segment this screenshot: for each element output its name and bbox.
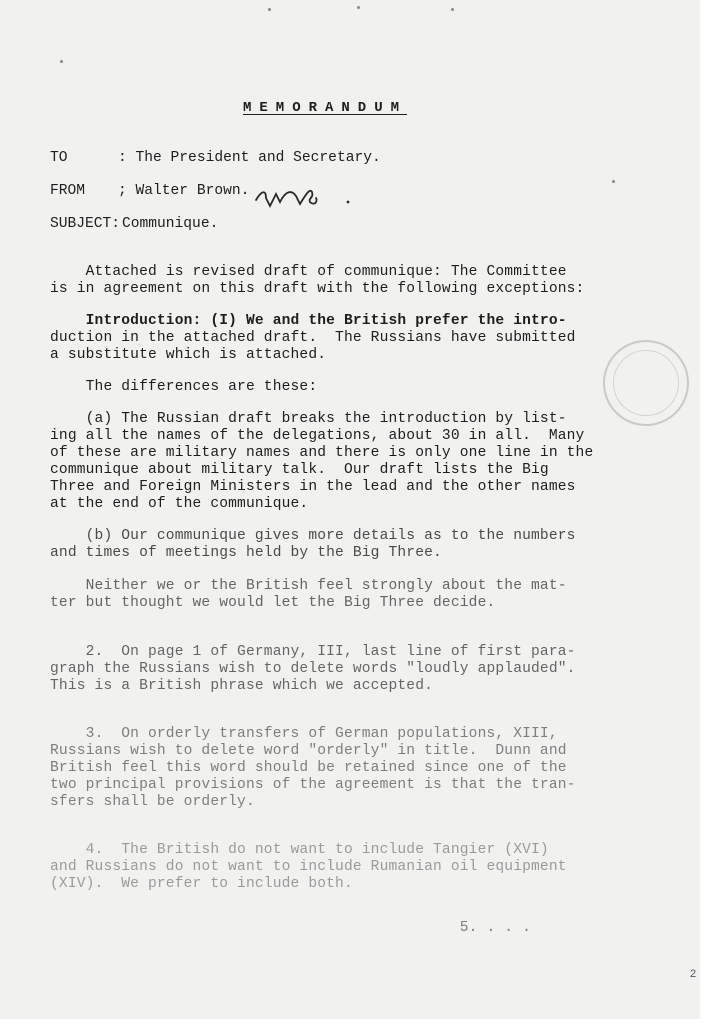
body-line: Introduction: (I) We and the British prefer the intro-: [50, 313, 567, 329]
paper-speck: [357, 6, 360, 9]
body-line: 3. On orderly transfers of German populations, XIII,: [50, 726, 558, 742]
body-line: Neither we or the British feel strongly about the mat-: [50, 578, 567, 594]
body-line: (a) The Russian draft breaks the introduction by list-: [50, 411, 567, 427]
body-line: (XIV). We prefer to include both.: [50, 876, 353, 892]
page-margin: [700, 0, 720, 1019]
page-number: 2: [690, 968, 697, 980]
body-line: of these are military names and there is only one line in the: [50, 445, 594, 461]
continuation-marker: 5. . . .: [50, 920, 532, 936]
body-line: a substitute which is attached.: [50, 347, 327, 363]
body-line: Three and Foreign Ministers in the lead and the other names: [50, 479, 576, 495]
archive-stamp-ring: [613, 350, 679, 416]
archive-stamp: [603, 340, 689, 426]
body-line: communique about military talk. Our draft lists the Big: [50, 462, 549, 478]
memo-title: MEMORANDUM: [243, 100, 408, 116]
from-value: ; Walter Brown.: [118, 183, 250, 199]
body-line: The differences are these:: [50, 379, 318, 395]
body-line: ter but thought we would let the Big Three decide.: [50, 595, 496, 611]
paper-speck: [60, 60, 63, 63]
body-line: British feel this word should be retained since one of the: [50, 760, 567, 776]
paper-speck: [612, 180, 615, 183]
to-label: TO: [50, 150, 68, 166]
body-line: ing all the names of the delegations, about 30 in all. Many: [50, 428, 585, 444]
body-line: 2. On page 1 of Germany, III, last line of first para-: [50, 644, 576, 660]
to-value: : The President and Secretary.: [118, 150, 381, 166]
body-line: is in agreement on this draft with the following exceptions:: [50, 281, 585, 297]
subject-label: SUBJECT:: [50, 216, 121, 232]
body-line: and Russians do not want to include Rumanian oil equipment: [50, 859, 567, 875]
body-line: This is a British phrase which we accepted.: [50, 678, 434, 694]
body-line: (b) Our communique gives more details as to the numbers: [50, 528, 576, 544]
handwritten-initials: [252, 184, 352, 210]
body-line: Russians wish to delete word "orderly" in title. Dunn and: [50, 743, 567, 759]
body-line: two principal provisions of the agreement is that the tran-: [50, 777, 576, 793]
body-line: at the end of the communique.: [50, 496, 309, 512]
from-label: FROM: [50, 183, 86, 199]
body-line: Attached is revised draft of communique: The Committee: [50, 264, 567, 280]
paper-speck: [451, 8, 454, 11]
subject-value: Communique.: [122, 216, 219, 232]
body-line: duction in the attached draft. The Russians have submitted: [50, 330, 576, 346]
body-line: sfers shall be orderly.: [50, 794, 255, 810]
body-line: graph the Russians wish to delete words "loudly applauded".: [50, 661, 576, 677]
paper-speck: [268, 8, 271, 11]
body-line: and times of meetings held by the Big Three.: [50, 545, 442, 561]
body-line: 4. The British do not want to include Tangier (XVI): [50, 842, 549, 858]
